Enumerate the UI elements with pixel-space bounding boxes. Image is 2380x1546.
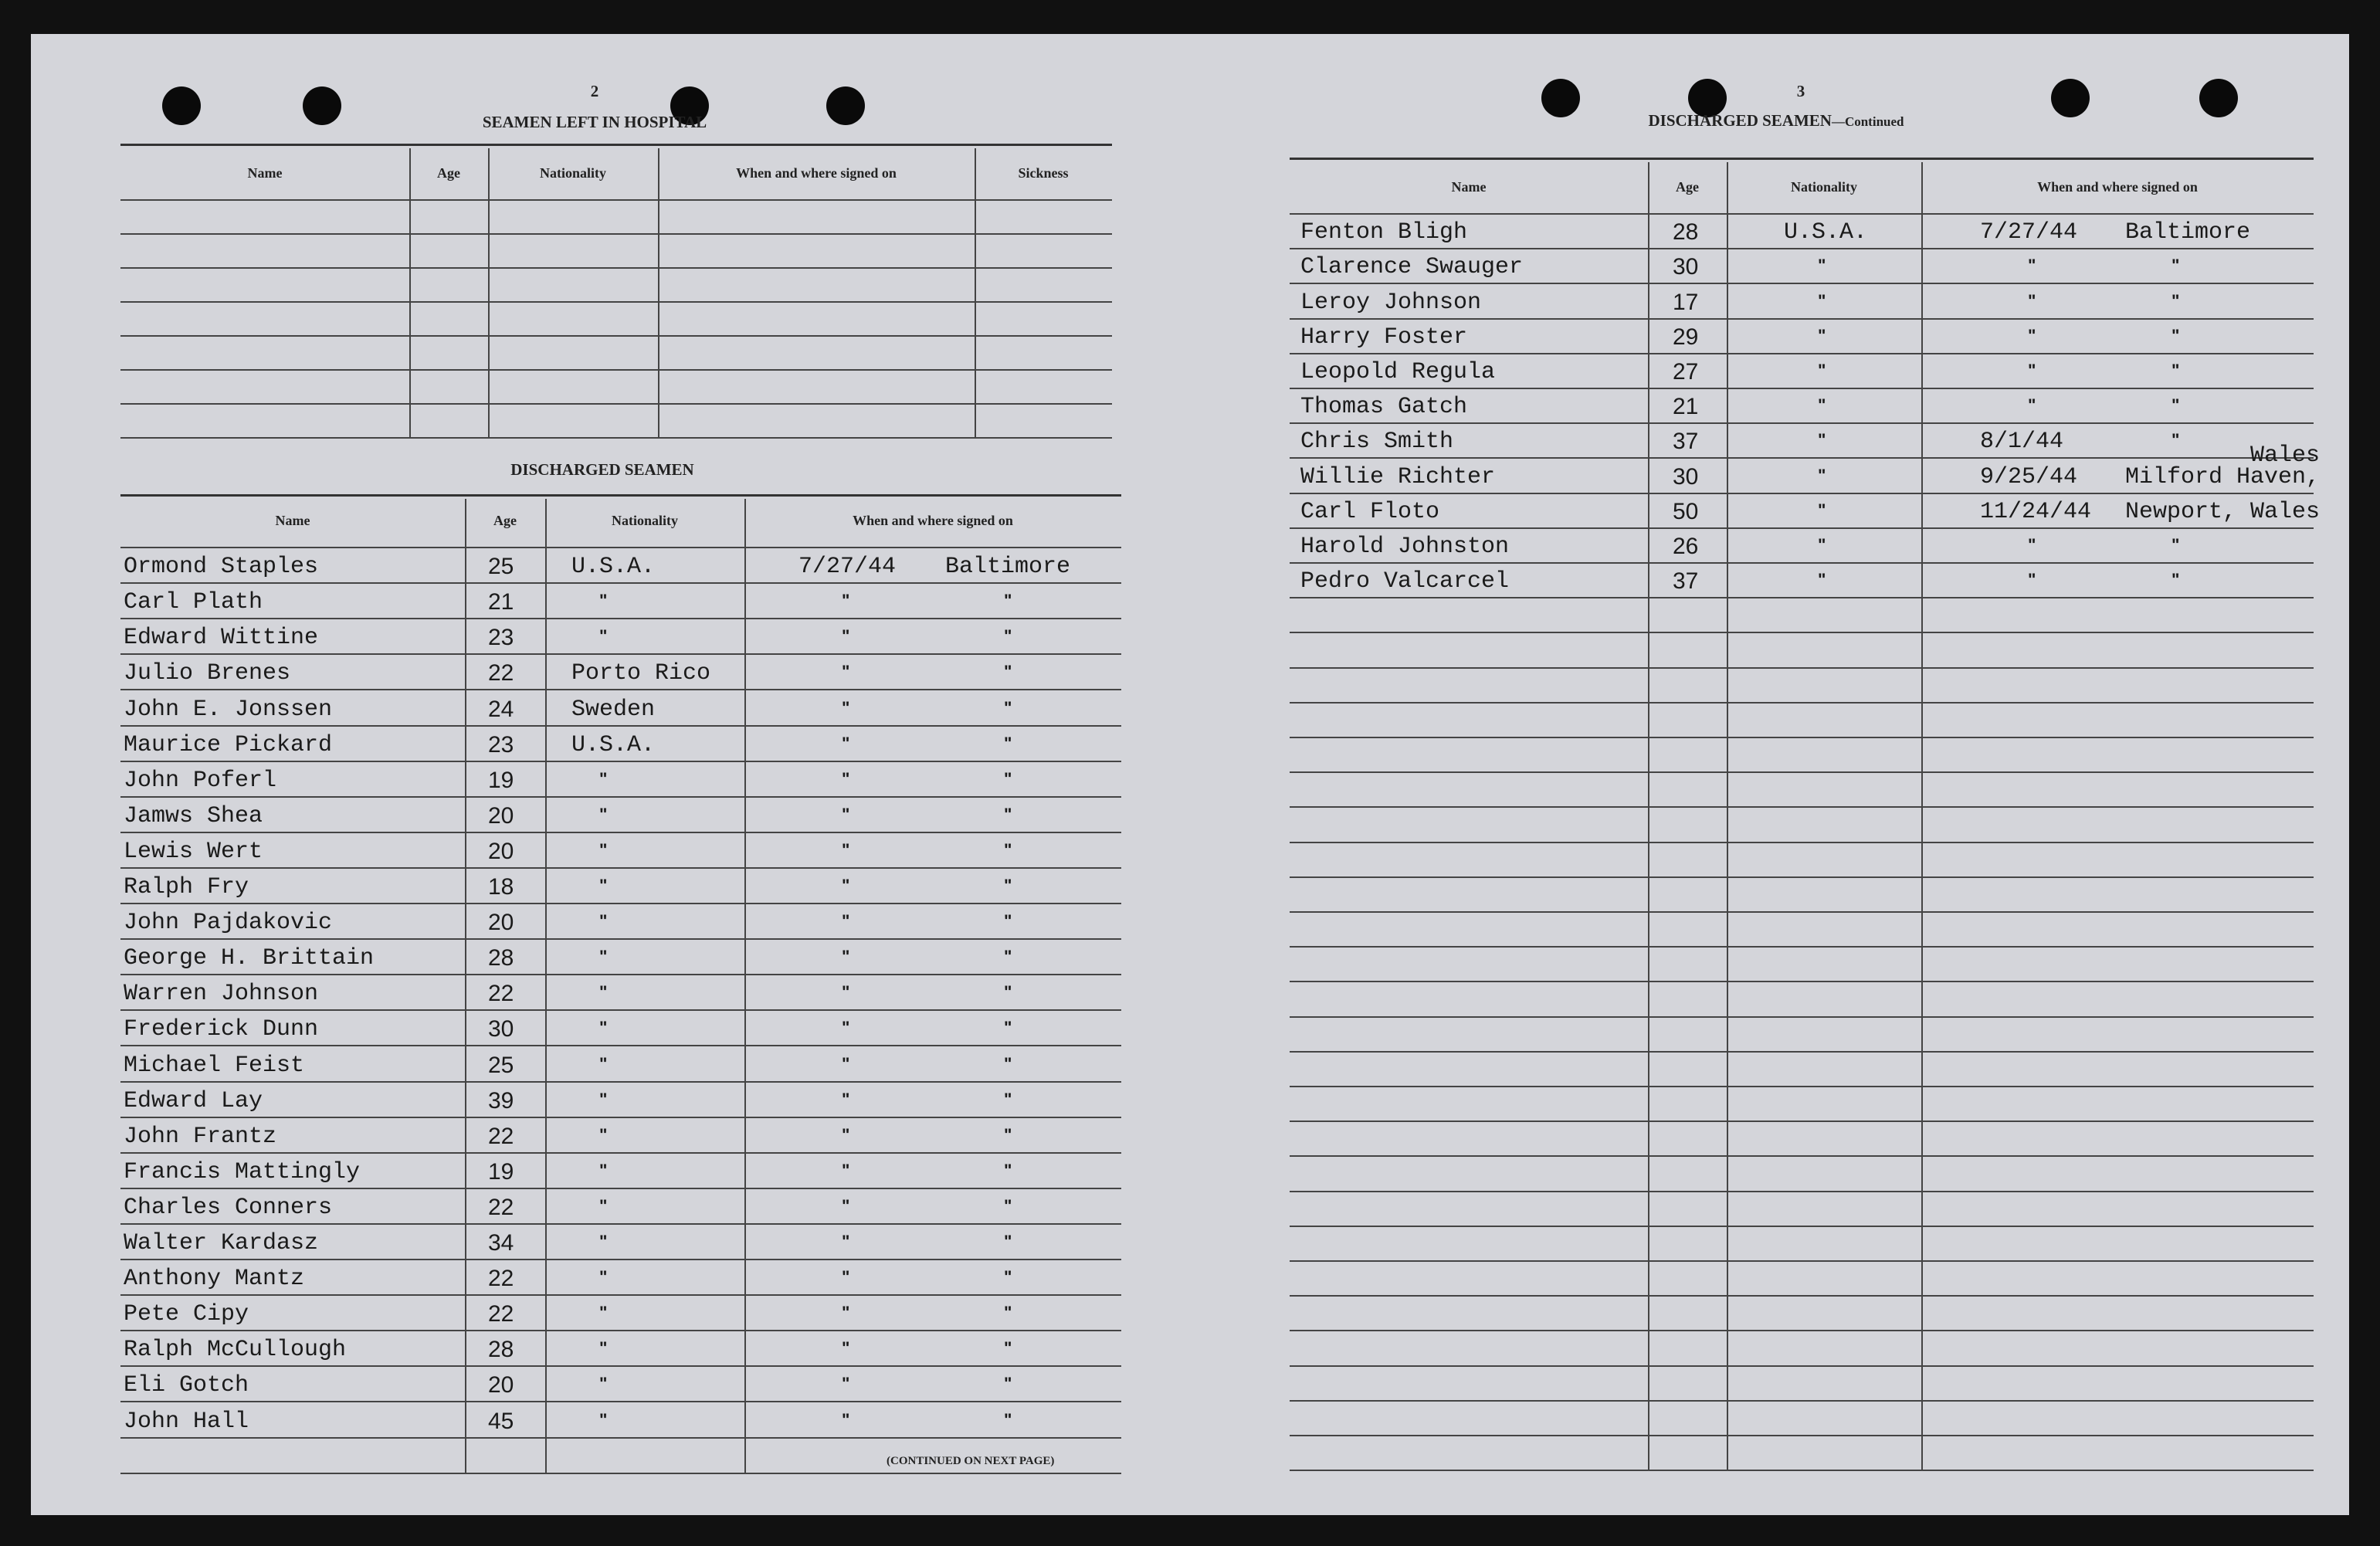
seaman-nationality: " xyxy=(1818,535,1826,554)
table-row-line xyxy=(1290,283,2314,284)
seaman-age: 30 xyxy=(488,1016,514,1043)
continued-note: (CONTINUED ON NEXT PAGE) xyxy=(887,1455,1055,1467)
table-row-line xyxy=(1290,562,2314,564)
column-divider xyxy=(465,499,466,1473)
table-row-line xyxy=(120,267,1112,269)
seaman-nationality: " xyxy=(599,1303,608,1323)
column-header: Age xyxy=(437,165,460,181)
signed-on-date: " xyxy=(2028,361,2036,380)
signed-on-place: " xyxy=(1004,1160,1012,1180)
table-row-line xyxy=(1290,876,2314,878)
table-row-line xyxy=(120,233,1112,235)
seaman-age: 25 xyxy=(488,1052,514,1078)
table-row-line xyxy=(1290,806,2314,808)
table-row-line xyxy=(120,725,1121,727)
left-page xyxy=(31,34,1189,1515)
seaman-age: 50 xyxy=(1673,498,1699,524)
signed-on-date: " xyxy=(842,911,850,931)
signed-on-date: " xyxy=(842,947,850,967)
seaman-nationality: Sweden xyxy=(571,696,656,723)
column-divider xyxy=(975,148,976,437)
table-row-line xyxy=(1290,1086,2314,1087)
table-row-line xyxy=(1290,1260,2314,1262)
signed-on-place: " xyxy=(1004,662,1012,682)
table-row-line xyxy=(1290,597,2314,598)
seaman-name: Francis Mattingly xyxy=(124,1158,361,1185)
signed-on-place: " xyxy=(1004,1303,1012,1323)
seaman-age: 22 xyxy=(488,981,514,1007)
table-row-line xyxy=(120,618,1121,619)
table-row-line xyxy=(1290,1191,2314,1192)
signed-on-date: " xyxy=(2028,570,2036,590)
signed-on-place: " xyxy=(2171,325,2180,345)
seaman-age: 26 xyxy=(1673,534,1699,559)
seaman-nationality: " xyxy=(1818,325,1826,345)
seaman-age: 18 xyxy=(488,874,514,900)
seaman-age: 23 xyxy=(488,731,514,758)
seaman-age: 20 xyxy=(488,1372,514,1399)
seaman-age: 22 xyxy=(488,660,514,687)
signed-on-date: " xyxy=(842,733,850,753)
table-row-line xyxy=(1290,248,2314,249)
seaman-nationality: " xyxy=(599,1267,608,1287)
column-divider xyxy=(1727,162,1728,1470)
signed-on-date: " xyxy=(842,1195,850,1215)
seaman-nationality: U.S.A. xyxy=(1784,219,1868,246)
signed-on-place: " xyxy=(1004,1338,1012,1358)
seaman-name: Leopold Regula xyxy=(1300,359,1496,385)
seaman-nationality: " xyxy=(599,804,608,824)
seaman-age: 29 xyxy=(1673,324,1699,350)
signed-on-date: " xyxy=(842,1374,850,1394)
table-row-line xyxy=(1290,667,2314,669)
seaman-nationality: " xyxy=(1818,256,1826,276)
table-row-line xyxy=(120,1401,1121,1402)
table-row-line xyxy=(120,547,1121,548)
signed-on-place: Milford Haven, xyxy=(2125,463,2321,490)
table-row-line xyxy=(1290,1365,2314,1367)
signed-on-place: " xyxy=(2171,290,2180,310)
signed-on-date: " xyxy=(842,1053,850,1073)
signed-on-place: " xyxy=(2171,256,2180,276)
signed-on-place: " xyxy=(1004,1195,1012,1215)
seaman-nationality: Porto Rico xyxy=(571,660,711,687)
table-row-line xyxy=(120,689,1121,690)
seaman-age: 20 xyxy=(488,838,514,864)
signed-on-place: Baltimore xyxy=(945,554,1071,581)
signed-on-place: " xyxy=(1004,804,1012,824)
table-row-line xyxy=(1290,1051,2314,1053)
signed-on-place-extra: Wales xyxy=(2250,442,2321,469)
table-top-rule xyxy=(1290,158,2314,160)
seaman-name: Warren Johnson xyxy=(124,981,319,1008)
signed-on-place: " xyxy=(1004,1124,1012,1144)
signed-on-date: 7/27/44 xyxy=(798,554,897,581)
table-row-line xyxy=(120,867,1121,869)
signed-on-date: 7/27/44 xyxy=(1980,219,2078,246)
table-row-line xyxy=(120,582,1121,584)
seaman-age: 22 xyxy=(488,1123,514,1149)
seaman-age: 37 xyxy=(1673,568,1699,595)
seaman-name: Harold Johnston xyxy=(1300,534,1510,560)
seaman-nationality: " xyxy=(1818,500,1826,520)
signed-on-place: " xyxy=(1004,876,1012,895)
seaman-nationality: " xyxy=(1818,430,1826,450)
seaman-age: 39 xyxy=(488,1087,514,1114)
seaman-name: George H. Brittain xyxy=(124,945,375,972)
table-row-line xyxy=(120,437,1112,439)
seaman-nationality: " xyxy=(1818,290,1826,310)
signed-on-place: " xyxy=(1004,626,1012,646)
seaman-age: 21 xyxy=(1673,394,1699,420)
table-row-line xyxy=(120,1365,1121,1367)
seaman-nationality: " xyxy=(599,591,608,611)
seaman-name: Maurice Pickard xyxy=(124,731,333,758)
seaman-name: Thomas Gatch xyxy=(1300,394,1468,421)
table-row-line xyxy=(120,1188,1121,1189)
seaman-name: Michael Feist xyxy=(124,1052,305,1079)
table-row-line xyxy=(120,1117,1121,1118)
column-header: When and where signed on xyxy=(853,513,1013,528)
signed-on-place: " xyxy=(2171,395,2180,415)
page-number: 3 xyxy=(1796,82,1805,100)
seaman-name: Chris Smith xyxy=(1300,429,1454,456)
seaman-age: 45 xyxy=(488,1408,514,1434)
right-page xyxy=(1189,34,2349,1515)
seaman-age: 27 xyxy=(1673,359,1699,385)
seaman-name: Harry Foster xyxy=(1300,324,1468,351)
seaman-name: Walter Kardasz xyxy=(124,1230,319,1256)
seaman-nationality: " xyxy=(599,1160,608,1180)
column-header: Nationality xyxy=(1790,179,1857,195)
signed-on-place: " xyxy=(1004,591,1012,611)
column-divider xyxy=(1921,162,1923,1470)
table-row-line xyxy=(120,938,1121,940)
table-row-line xyxy=(120,903,1121,904)
table-row-line xyxy=(1290,632,2314,633)
table-row-line xyxy=(120,1223,1121,1225)
signed-on-date: " xyxy=(842,697,850,717)
column-divider xyxy=(545,499,547,1473)
seaman-age: 28 xyxy=(488,945,514,971)
table-row-line xyxy=(120,1473,1121,1474)
signed-on-date: " xyxy=(2028,290,2036,310)
signed-on-place: " xyxy=(1004,1267,1012,1287)
seaman-name: Carl Plath xyxy=(124,589,263,616)
signed-on-date: " xyxy=(842,591,850,611)
signed-on-date: " xyxy=(842,1018,850,1038)
column-divider xyxy=(488,148,490,437)
seaman-name: Julio Brenes xyxy=(124,660,291,687)
table-row-line xyxy=(120,1330,1121,1331)
seaman-name: Pete Cipy xyxy=(124,1301,249,1328)
seaman-name: John Poferl xyxy=(124,767,277,794)
column-header: Name xyxy=(1451,179,1487,195)
seaman-age: 23 xyxy=(488,625,514,651)
signed-on-date: " xyxy=(2028,325,2036,345)
seaman-age: 34 xyxy=(488,1230,514,1256)
signed-on-date: " xyxy=(842,1232,850,1251)
seaman-nationality: " xyxy=(599,1124,608,1144)
signed-on-place: " xyxy=(1004,1018,1012,1038)
table-row-line xyxy=(120,335,1112,337)
table-row-line xyxy=(1290,981,2314,982)
signed-on-place: " xyxy=(1004,1374,1012,1394)
seaman-name: John Frantz xyxy=(124,1123,277,1150)
table-row-line xyxy=(1290,1155,2314,1157)
table-row-line xyxy=(120,301,1112,303)
seaman-nationality: " xyxy=(599,1053,608,1073)
section-title-text: DISCHARGED SEAMEN xyxy=(1648,111,1832,130)
table-row-line xyxy=(1290,842,2314,843)
table-row-line xyxy=(1290,1435,2314,1436)
table-row-line xyxy=(120,1294,1121,1296)
table-top-rule xyxy=(120,494,1121,497)
signed-on-date: " xyxy=(842,1267,850,1287)
signed-on-date: " xyxy=(842,876,850,895)
seaman-nationality: " xyxy=(599,1195,608,1215)
signed-on-date: " xyxy=(842,804,850,824)
seaman-name: Jamws Shea xyxy=(124,802,263,829)
column-header: When and where signed on xyxy=(2037,179,2198,195)
table-row-line xyxy=(1290,1226,2314,1227)
signed-on-date: 9/25/44 xyxy=(1980,463,2078,490)
table-row-line xyxy=(120,1045,1121,1046)
seaman-nationality: U.S.A. xyxy=(571,731,656,758)
seaman-age: 30 xyxy=(1673,254,1699,280)
seaman-name: Edward Wittine xyxy=(124,625,319,652)
signed-on-date: " xyxy=(842,1303,850,1323)
signed-on-place: Newport, Wales xyxy=(2125,498,2321,525)
signed-on-date: 8/1/44 xyxy=(1980,429,2064,456)
table-row-line xyxy=(1290,527,2314,529)
signed-on-place: " xyxy=(1004,733,1012,753)
discharged-section-title: DISCHARGED SEAMEN xyxy=(510,460,694,479)
column-header: Age xyxy=(1676,179,1699,195)
seaman-name: Lewis Wert xyxy=(124,838,263,865)
seaman-age: 20 xyxy=(488,910,514,936)
table-row-line xyxy=(120,761,1121,762)
seaman-nationality: " xyxy=(599,839,608,859)
seaman-name: Clarence Swauger xyxy=(1300,254,1524,281)
seaman-age: 22 xyxy=(488,1194,514,1220)
signed-on-place: " xyxy=(2171,361,2180,380)
seaman-age: 25 xyxy=(488,554,514,580)
signed-on-date: " xyxy=(842,662,850,682)
seaman-nationality: " xyxy=(599,626,608,646)
table-row-line xyxy=(1290,213,2314,215)
seaman-nationality: " xyxy=(1818,361,1826,380)
table-row-line xyxy=(1290,1121,2314,1122)
seaman-name: Leroy Johnson xyxy=(1300,289,1482,316)
seaman-age: 28 xyxy=(488,1337,514,1363)
column-divider xyxy=(658,148,659,437)
column-header: Sickness xyxy=(1018,165,1069,181)
signed-on-place: " xyxy=(1004,1089,1012,1109)
seaman-age: 22 xyxy=(488,1266,514,1292)
signed-on-place: " xyxy=(1004,947,1012,967)
seaman-name: Ormond Staples xyxy=(124,554,319,581)
seaman-nationality: " xyxy=(1818,395,1826,415)
seaman-age: 17 xyxy=(1673,289,1699,315)
section-title-suffix: —Continued xyxy=(1831,114,1904,129)
seaman-name: Carl Floto xyxy=(1300,498,1440,525)
seaman-age: 20 xyxy=(488,802,514,829)
seaman-name: John Hall xyxy=(124,1408,249,1435)
signed-on-date: " xyxy=(2028,395,2036,415)
table-row-line xyxy=(1290,737,2314,738)
table-row-line xyxy=(1290,1016,2314,1018)
table-row-line xyxy=(1290,1330,2314,1331)
seaman-nationality: " xyxy=(599,1018,608,1038)
signed-on-place: " xyxy=(1004,1053,1012,1073)
seaman-nationality: " xyxy=(599,1338,608,1358)
signed-on-date: " xyxy=(842,1124,850,1144)
seaman-age: 21 xyxy=(488,589,514,615)
seaman-nationality: " xyxy=(599,947,608,967)
signed-on-date: " xyxy=(842,839,850,859)
seaman-nationality: U.S.A. xyxy=(571,554,656,581)
signed-on-date: " xyxy=(2028,535,2036,554)
page-number: 2 xyxy=(590,82,599,100)
seaman-name: Willie Richter xyxy=(1300,463,1496,490)
table-row-line xyxy=(120,653,1121,655)
table-row-line xyxy=(120,1152,1121,1154)
table-row-line xyxy=(1290,702,2314,703)
signed-on-place: " xyxy=(2171,535,2180,554)
document-page xyxy=(31,34,2349,1515)
seaman-age: 28 xyxy=(1673,219,1699,246)
column-divider xyxy=(1648,162,1649,1470)
seaman-age: 37 xyxy=(1673,429,1699,455)
seaman-name: Eli Gotch xyxy=(124,1372,249,1399)
column-divider xyxy=(409,148,411,437)
signed-on-place: " xyxy=(2171,570,2180,590)
seaman-name: Edward Lay xyxy=(124,1087,263,1114)
seaman-nationality: " xyxy=(1818,570,1826,590)
table-row-line xyxy=(1290,353,2314,354)
table-row-line xyxy=(120,832,1121,833)
signed-on-date: " xyxy=(2028,256,2036,276)
table-row-line xyxy=(1290,1470,2314,1471)
signed-on-date: 11/24/44 xyxy=(1980,498,2092,525)
seaman-nationality: " xyxy=(599,1374,608,1394)
table-row-line xyxy=(1290,911,2314,913)
table-row-line xyxy=(120,974,1121,975)
seaman-name: Anthony Mantz xyxy=(124,1266,305,1293)
column-header: Name xyxy=(247,165,283,181)
seaman-name: Frederick Dunn xyxy=(124,1016,319,1043)
table-row-line xyxy=(120,1081,1121,1083)
signed-on-place: " xyxy=(2171,430,2180,450)
signed-on-date: " xyxy=(842,1338,850,1358)
seaman-nationality: " xyxy=(599,1089,608,1109)
table-row-line xyxy=(1290,771,2314,773)
seaman-name: Ralph Fry xyxy=(124,874,249,900)
seaman-age: 19 xyxy=(488,1158,514,1185)
signed-on-date: " xyxy=(842,768,850,788)
seaman-name: Fenton Bligh xyxy=(1300,219,1468,246)
seaman-nationality: " xyxy=(599,1232,608,1251)
seaman-nationality: " xyxy=(599,982,608,1002)
signed-on-date: " xyxy=(842,982,850,1002)
seaman-nationality: " xyxy=(599,768,608,788)
signed-on-date: " xyxy=(842,1160,850,1180)
seaman-name: John E. Jonssen xyxy=(124,696,333,723)
seaman-nationality: " xyxy=(599,1409,608,1429)
table-row-line xyxy=(120,199,1112,201)
seaman-name: Ralph McCullough xyxy=(124,1337,347,1364)
column-header: Age xyxy=(493,513,517,528)
continued-section-title xyxy=(1560,111,1992,131)
seaman-nationality: " xyxy=(599,876,608,895)
table-row-line xyxy=(1290,1400,2314,1402)
signed-on-place: " xyxy=(1004,982,1012,1002)
seaman-nationality: " xyxy=(1818,465,1826,485)
signed-on-date: " xyxy=(842,626,850,646)
seaman-age: 19 xyxy=(488,767,514,793)
table-row-line xyxy=(120,1009,1121,1011)
column-header: Nationality xyxy=(611,513,678,528)
signed-on-place: " xyxy=(1004,697,1012,717)
seaman-age: 24 xyxy=(488,696,514,722)
signed-on-place: " xyxy=(1004,911,1012,931)
signed-on-place: " xyxy=(1004,1409,1012,1429)
table-row-line xyxy=(1290,318,2314,320)
table-row-line xyxy=(120,1437,1121,1439)
column-header: Name xyxy=(275,513,310,528)
seaman-name: Charles Conners xyxy=(124,1194,333,1221)
seaman-age: 30 xyxy=(1673,463,1699,490)
seaman-age: 22 xyxy=(488,1301,514,1327)
table-row-line xyxy=(1290,1295,2314,1297)
hospital-section-title: SEAMEN LEFT IN HOSPITAL xyxy=(482,113,707,131)
column-divider xyxy=(744,499,746,1473)
signed-on-place: " xyxy=(1004,768,1012,788)
seaman-nationality: " xyxy=(599,911,608,931)
table-row-line xyxy=(1290,422,2314,424)
column-header: When and where signed on xyxy=(736,165,897,181)
signed-on-place: " xyxy=(1004,1232,1012,1251)
signed-on-date: " xyxy=(842,1089,850,1109)
column-header: Nationality xyxy=(539,165,606,181)
table-row-line xyxy=(120,403,1112,405)
signed-on-place: " xyxy=(1004,839,1012,859)
seaman-name: Pedro Valcarcel xyxy=(1300,568,1510,595)
table-row-line xyxy=(1290,388,2314,389)
signed-on-place: Baltimore xyxy=(2125,219,2251,246)
signed-on-date: " xyxy=(842,1409,850,1429)
table-top-rule xyxy=(120,144,1112,146)
table-row-line xyxy=(1290,946,2314,948)
seaman-name: John Pajdakovic xyxy=(124,910,333,937)
table-row-line xyxy=(120,1259,1121,1260)
table-row-line xyxy=(1290,457,2314,459)
table-row-line xyxy=(120,796,1121,798)
table-row-line xyxy=(1290,493,2314,494)
table-row-line xyxy=(120,369,1112,371)
